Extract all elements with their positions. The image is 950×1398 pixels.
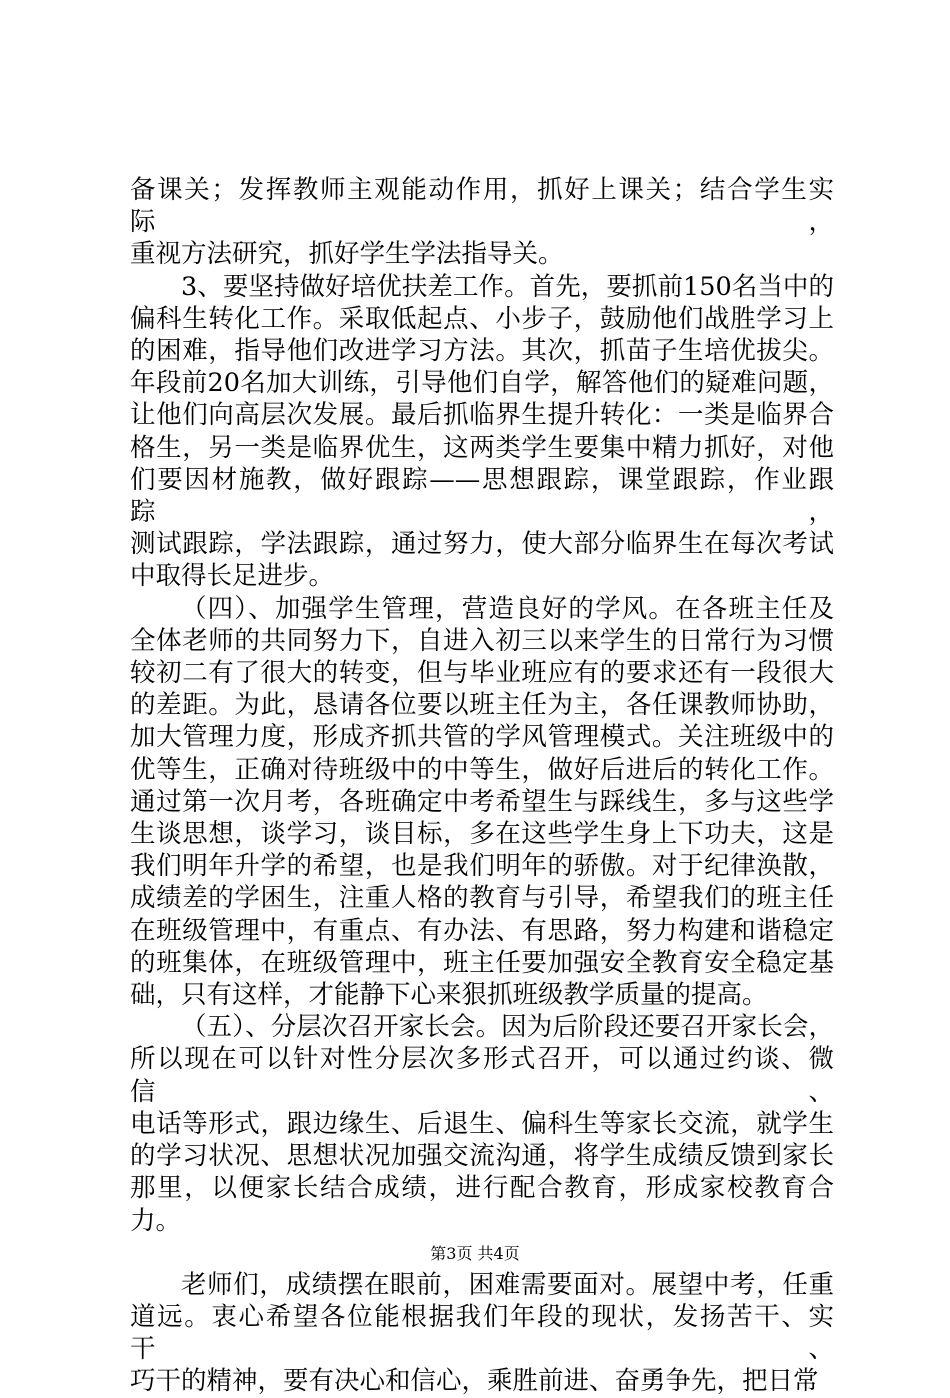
text-line: 巧干的精神，要有决心和信心，乘胜前进、奋勇争先，把日常	[130, 1366, 819, 1397]
page-number-label: 第3页 共4页	[430, 1244, 520, 1263]
paragraph-p1	[130, 174, 834, 271]
paragraph-p4	[130, 1011, 834, 1236]
text-line: 优等生，正确对待班级中的中等生，做好后进后的转化工作。	[130, 754, 834, 785]
text-line: 在班级管理中，有重点、有办法、有思路，努力构建和谐稳定	[130, 915, 834, 946]
text-line: 的班集体，在班级管理中，班主任要加强安全教育安全稳定基	[130, 947, 834, 978]
text-line: 备课关；发挥教师主观能动作用，抓好上课关；结合学生实际，	[130, 175, 834, 238]
text-line: 的困难，指导他们改进学习方法。其次，抓苗子生培优拔尖。	[130, 336, 834, 367]
text-line: 年段前20名加大训练，引导他们自学，解答他们的疑难问题，	[130, 368, 834, 399]
text-line: 格生，另一类是临界优生，这两类学生要集中精力抓好，对他	[130, 432, 834, 463]
paragraph-p2	[130, 271, 834, 593]
paragraph-p3	[130, 593, 834, 1012]
text-line: （五）、分层次召开家长会。因为后阶段还要召开家长会，	[181, 1012, 834, 1043]
text-line: 3、要坚持做好培优扶差工作。首先，要抓前150名当中的	[181, 271, 834, 302]
text-line: 重视方法研究，抓好学生学法指导关。	[130, 239, 564, 270]
page-footer	[0, 1244, 950, 1264]
text-line: 的学习状况、思想状况加强交流沟通，将学生成绩反馈到家长	[130, 1141, 834, 1172]
document-body	[130, 174, 834, 1398]
text-line: 我们明年升学的希望，也是我们明年的骄傲。对于纪律涣散，	[130, 851, 834, 882]
text-line: 所以现在可以针对性分层次多形式召开，可以通过约谈、微信、	[130, 1044, 834, 1107]
text-line: 成绩差的学困生，注重人格的教育与引导，希望我们的班主任	[130, 883, 834, 914]
text-line: 偏科生转化工作。采取低起点、小步子，鼓励他们战胜学习上	[130, 303, 834, 334]
text-line: 电话等形式，跟边缘生、后退生、偏科生等家长交流，就学生	[130, 1108, 834, 1139]
text-line: 老师们，成绩摆在眼前，困难需要面对。展望中考，任重	[181, 1269, 834, 1300]
text-line: 测试跟踪，学法跟踪，通过努力，使大部分临界生在每次考试	[130, 529, 834, 560]
text-line: 道远。衷心希望各位能根据我们年段的现状，发扬苦干、实干、	[130, 1301, 834, 1365]
paragraph-p5	[130, 1269, 834, 1398]
text-line: 的差距。为此，恳请各位要以班主任为主，各任课教师协助，	[130, 690, 834, 721]
text-line: 那里，以便家长结合成绩，进行配合教育，形成家校教育合力。	[130, 1173, 834, 1236]
text-line: 生谈思想，谈学习，谈目标，多在这些学生身上下功夫，这是	[130, 819, 834, 850]
text-line: 础，只有这样，才能静下心来狠抓班级教学质量的提高。	[130, 980, 768, 1011]
text-line: 们要因材施教，做好跟踪——思想跟踪，课堂跟踪，作业跟踪，	[130, 464, 834, 528]
text-line: 通过第一次月考，各班确定中考希望生与踩线生，多与这些学	[130, 786, 834, 817]
text-line: 全体老师的共同努力下，自进入初三以来学生的日常行为习惯	[130, 625, 834, 656]
text-line: （四）、加强学生管理，营造良好的学风。在各班主任及	[181, 593, 834, 624]
text-line: 较初二有了很大的转变，但与毕业班应有的要求还有一段很大	[130, 658, 834, 689]
text-line: 让他们向高层次发展。最后抓临界生提升转化：一类是临界合	[130, 400, 834, 431]
text-line: 加大管理力度，形成齐抓共管的学风管理模式。关注班级中的	[130, 722, 834, 753]
text-line: 中取得长足进步。	[130, 561, 335, 592]
